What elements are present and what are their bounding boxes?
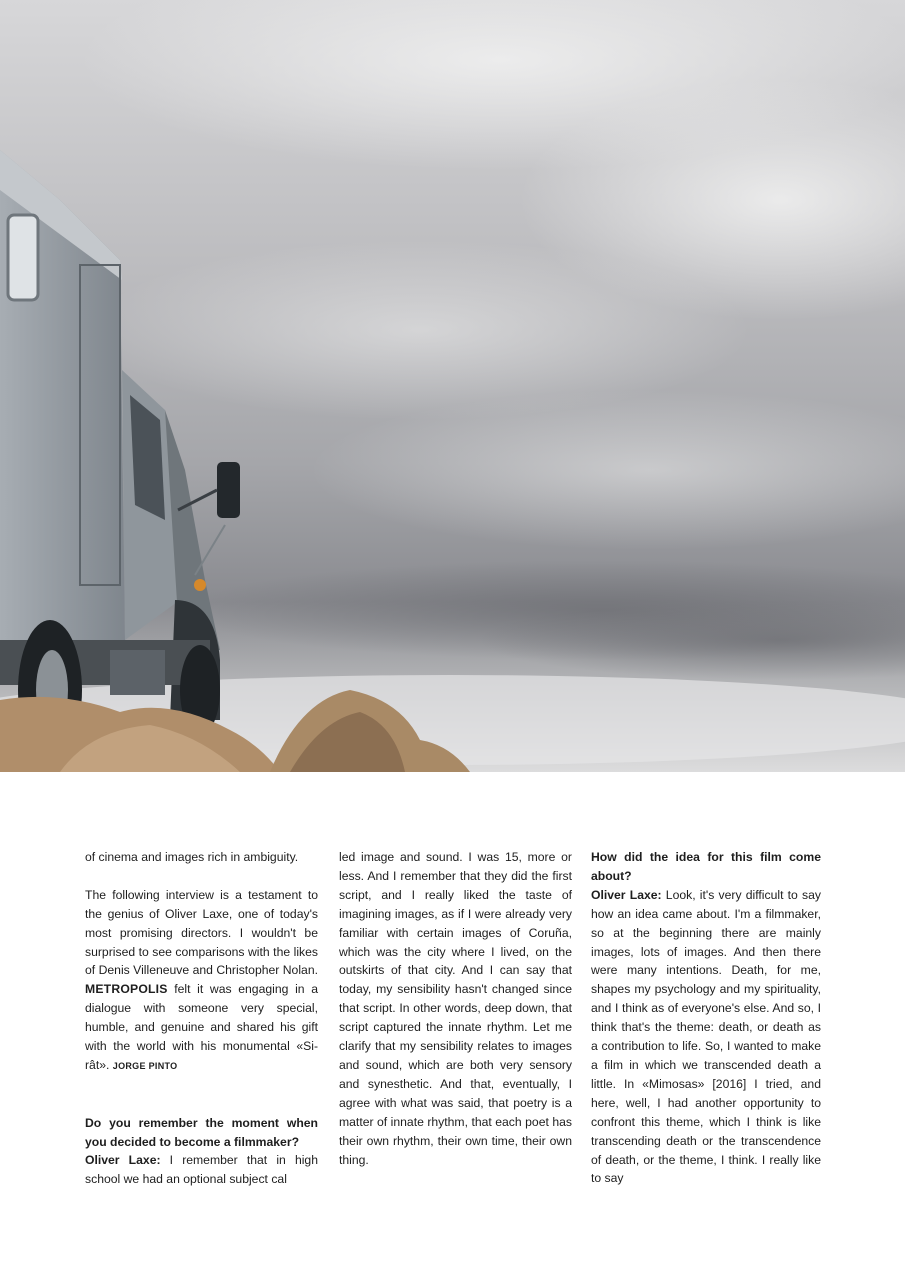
magazine-name: METROPOLIS bbox=[85, 982, 168, 997]
intro-paragraph-end: of cinema and images rich in ambiguity. bbox=[85, 850, 299, 864]
article-column-2 bbox=[339, 848, 572, 1169]
author-credit: JORGE PINTO bbox=[112, 1060, 178, 1071]
question-1: Do you remember the moment when you decided to become a filmmaker? bbox=[85, 1115, 318, 1149]
answer-1-continued: led image and sound. I was 15, more or less. And I remember that they did the first script, and I really liked the taste of imagining images, as if I were already very familiar with certain images of Coruña, which was the city where I lived, on the outskirts of that city. And I can say that today, my sensibility hasn't changed since that script. In other words, deep down, that script captured the innate rhythm. Let me clarify that my sensibility relates to images and sound, which are both very sensory and synesthetic. And that, eventually, I agree with what was said, that poetry is a matter of innate rhythm, that each poet has their own rhythm, their own time, their own thing. bbox=[339, 850, 572, 1167]
answer-1-text: I remember that in high school we had an optional subject cal bbox=[85, 1153, 318, 1187]
speaker-label: Oliver Laxe: bbox=[591, 887, 662, 902]
answer-1 bbox=[85, 1151, 318, 1189]
answer-2-text: Look, it's very difficult to say how an idea came about. I'm a filmmaker, so at the beginning there are mainly images, lots of images. And then there were many intentions. Death, for me, shapes my psychology and my spirituality, and I think as of everyone's else. And so, I think that's the theme: death, or death as a contribution to life. So, I wanted to make a film in which we transcended death a little. In «Mimosas» [2016] I tried, and here, well, I had another opportunity to confront this theme, which I think is like transcending death or the transcendence of death, or the theme, I think. I really like to say bbox=[591, 887, 821, 1186]
intro-paragraph bbox=[85, 886, 318, 1076]
article-column-1 bbox=[85, 848, 318, 1189]
answer-2 bbox=[591, 886, 821, 1189]
speaker-label: Oliver Laxe: bbox=[85, 1153, 161, 1168]
question-2: How did the idea for this film come about? bbox=[591, 850, 821, 883]
article-column-3 bbox=[591, 848, 821, 1188]
intro-text: The following interview is a testament to the genius of Oliver Laxe, one of today's most promising directors. I wouldn't be surprised to see comparisons with the likes of Denis Villeneuve and Christopher Nolan. bbox=[85, 887, 318, 978]
intro-text-continued: felt it was engaging in a dialogue with someone very special, humble, and genuine and shared his gift with the world with his monumental «Sirât». bbox=[85, 982, 318, 1072]
